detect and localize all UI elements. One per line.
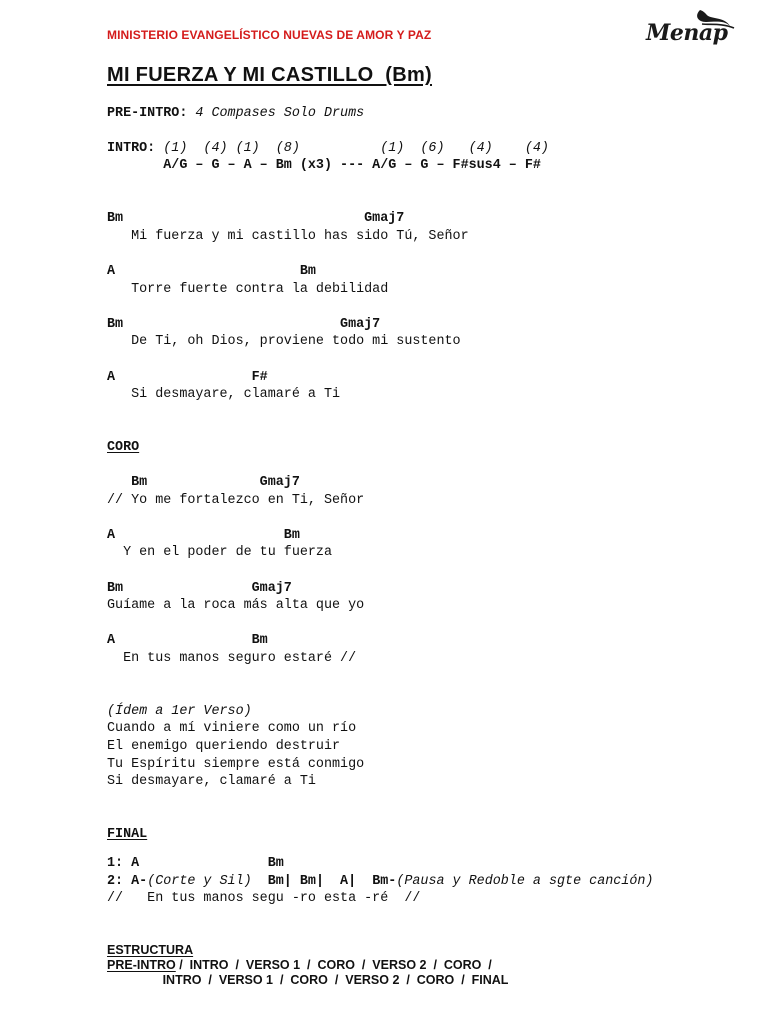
final-line-1: 1: A Bm xyxy=(107,856,284,871)
pre-intro-text: 4 Compases Solo Drums xyxy=(187,106,365,121)
intro-chords: A/G – G – A – Bm (x3) --- A/G – G – F#sus4 – F# xyxy=(107,158,541,173)
verse1-chords-3: Bm Gmaj7 xyxy=(107,317,381,332)
coro-chords-4: A Bm xyxy=(107,633,268,648)
coro-chords-3: Bm Gmaj7 xyxy=(107,581,292,596)
verse2-lyric-3: Tu Espíritu siempre está conmigo xyxy=(107,757,365,772)
pre-intro-line xyxy=(107,106,364,122)
intro-counts-line xyxy=(107,141,549,157)
estructura-heading: ESTRUCTURA xyxy=(107,943,194,957)
final-line-3: // En tus manos segu -ro esta -ré // xyxy=(107,891,421,906)
verse2-lyric-4: Si desmayare, clamaré a Ti xyxy=(107,774,316,789)
verse1-lyric-4: Si desmayare, clamaré a Ti xyxy=(107,387,341,402)
verse1-chords-2: A Bm xyxy=(107,264,316,279)
ministry-name: MINISTERIO EVANGELÍSTICO NUEVAS DE AMOR Y PAZ xyxy=(107,28,432,42)
estructura-line1-rest: / INTRO / VERSO 1 / CORO / VERSO 2 / CORO / xyxy=(175,958,492,972)
final-heading: FINAL xyxy=(107,827,148,842)
song-title: MI FUERZA Y MI CASTILLO (Bm) xyxy=(107,64,432,86)
verse1-chords-4: A F# xyxy=(107,370,268,385)
final-line2-note: (Corte y Sil) xyxy=(147,874,252,889)
coro-lyric-2: Y en el poder de tu fuerza xyxy=(107,545,332,560)
estructura-line-2: INTRO / VERSO 1 / CORO / VERSO 2 / CORO / FINAL xyxy=(107,973,509,987)
coro-lyric-3: Guíame a la roca más alta que yo xyxy=(107,598,365,613)
menap-logo xyxy=(640,6,744,52)
final-line2-start: 2: A- xyxy=(107,874,148,889)
final-line2-pause-note: (Pausa y Redoble a sgte canción) xyxy=(396,874,654,889)
verse2-lyric-1: Cuando a mí viniere como un río xyxy=(107,721,357,736)
coro-chords-2: A Bm xyxy=(107,528,300,543)
coro-heading: CORO xyxy=(107,440,140,455)
intro-label: INTRO: xyxy=(107,141,156,156)
verse2-note: (Ídem a 1er Verso) xyxy=(107,704,252,719)
intro-counts: (1) (4) (1) (8) (1) (6) (4) (4) xyxy=(155,141,549,156)
verse1-lyric-1: Mi fuerza y mi castillo has sido Tú, Señor xyxy=(107,229,469,244)
final-line-2 xyxy=(107,874,653,890)
verse1-lyric-3: De Ti, oh Dios, proviene todo mi sustento xyxy=(107,334,461,349)
coro-lyric-1: // Yo me fortalezco en Ti, Señor xyxy=(107,493,365,508)
estructura-pre-intro: PRE-INTRO xyxy=(107,958,176,972)
estructura-line-1 xyxy=(107,958,492,972)
verse1-chords-1: Bm Gmaj7 xyxy=(107,211,405,226)
pre-intro-label: PRE-INTRO: xyxy=(107,106,188,121)
coro-lyric-4: En tus manos seguro estaré // xyxy=(107,651,357,666)
verse1-lyric-2: Torre fuerte contra la debilidad xyxy=(107,282,389,297)
logo-text: Menap xyxy=(646,20,728,46)
verse2-lyric-2: El enemigo queriendo destruir xyxy=(107,739,341,754)
final-line2-chords: Bm| Bm| A| Bm- xyxy=(251,874,397,889)
coro-chords-1: Bm Gmaj7 xyxy=(107,475,300,490)
